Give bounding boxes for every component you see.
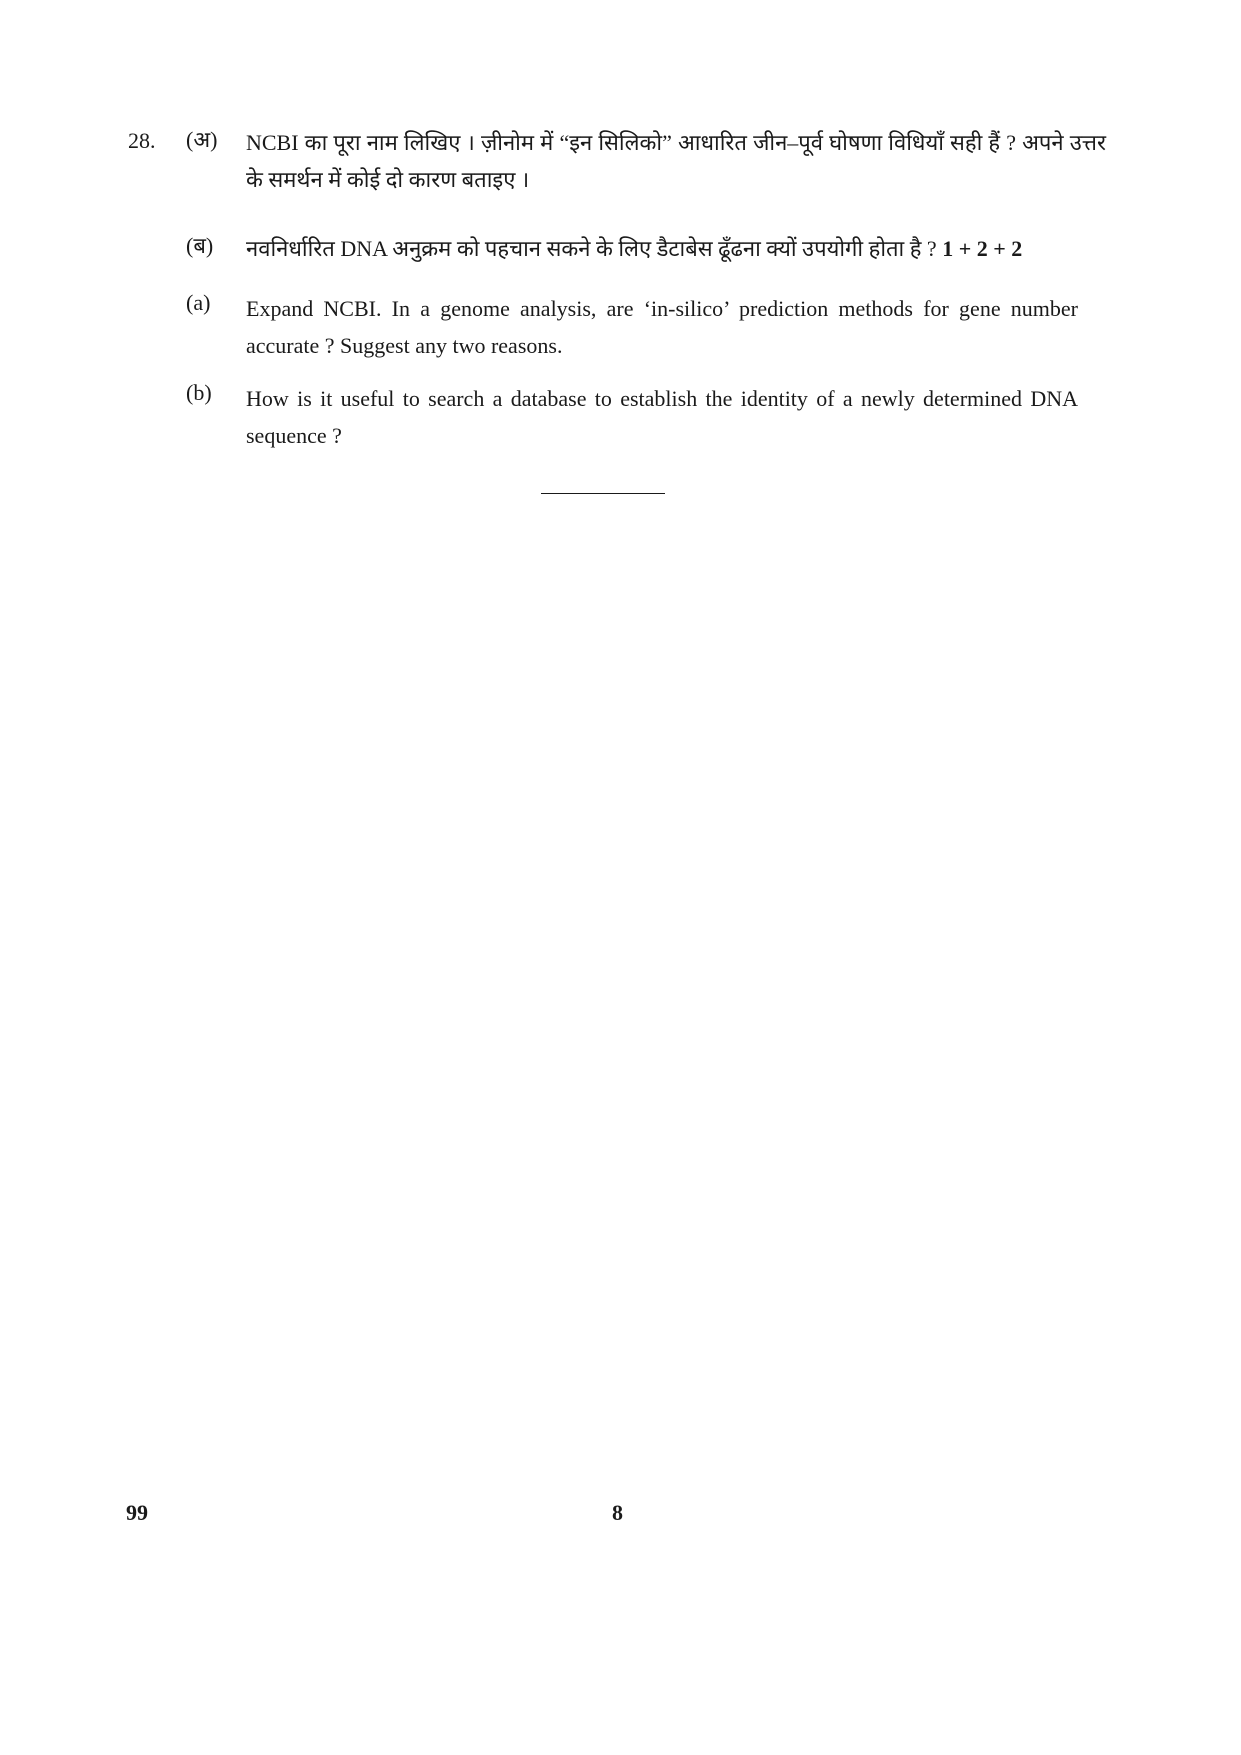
part-text: How is it useful to search a database to establish the identity of a newly determined DNA sequence ?: [246, 386, 1078, 448]
question-part-a-english: [186, 290, 1078, 364]
part-text: Expand NCBI. In a genome analysis, are ‘in-silico’ prediction methods for gene number accurate ? Suggest any two reasons.: [246, 296, 1078, 358]
part-text-container: [246, 230, 1106, 267]
question-part-a-hindi: [186, 124, 1106, 198]
part-marker: (b): [186, 380, 212, 405]
part-marker: (a): [186, 290, 211, 315]
question-part-b-hindi: [186, 230, 1106, 267]
question-part-b-english: [186, 380, 1078, 454]
part-text: नवनिर्धारित DNA अनुक्रम को पहचान सकने के लिए डैटाबेस ढूँढना क्यों उपयोगी होता है ?: [246, 236, 937, 261]
part-marker: (अ): [186, 127, 218, 152]
part-marker: (ब): [186, 233, 214, 258]
marks-allocation: 1 + 2 + 2: [942, 236, 1023, 261]
page-number: 8: [612, 1500, 623, 1525]
end-divider: [541, 493, 665, 494]
paper-code: 99: [126, 1500, 148, 1525]
question-number: 28.: [128, 128, 156, 153]
part-text: NCBI का पूरा नाम लिखिए । ज़ीनोम में “इन सिलिको” आधारित जीन–पूर्व घोषणा विधियाँ सही हैं ? अपने उत्तर के समर्थन में कोई दो कारण बताइए ।: [246, 130, 1106, 192]
